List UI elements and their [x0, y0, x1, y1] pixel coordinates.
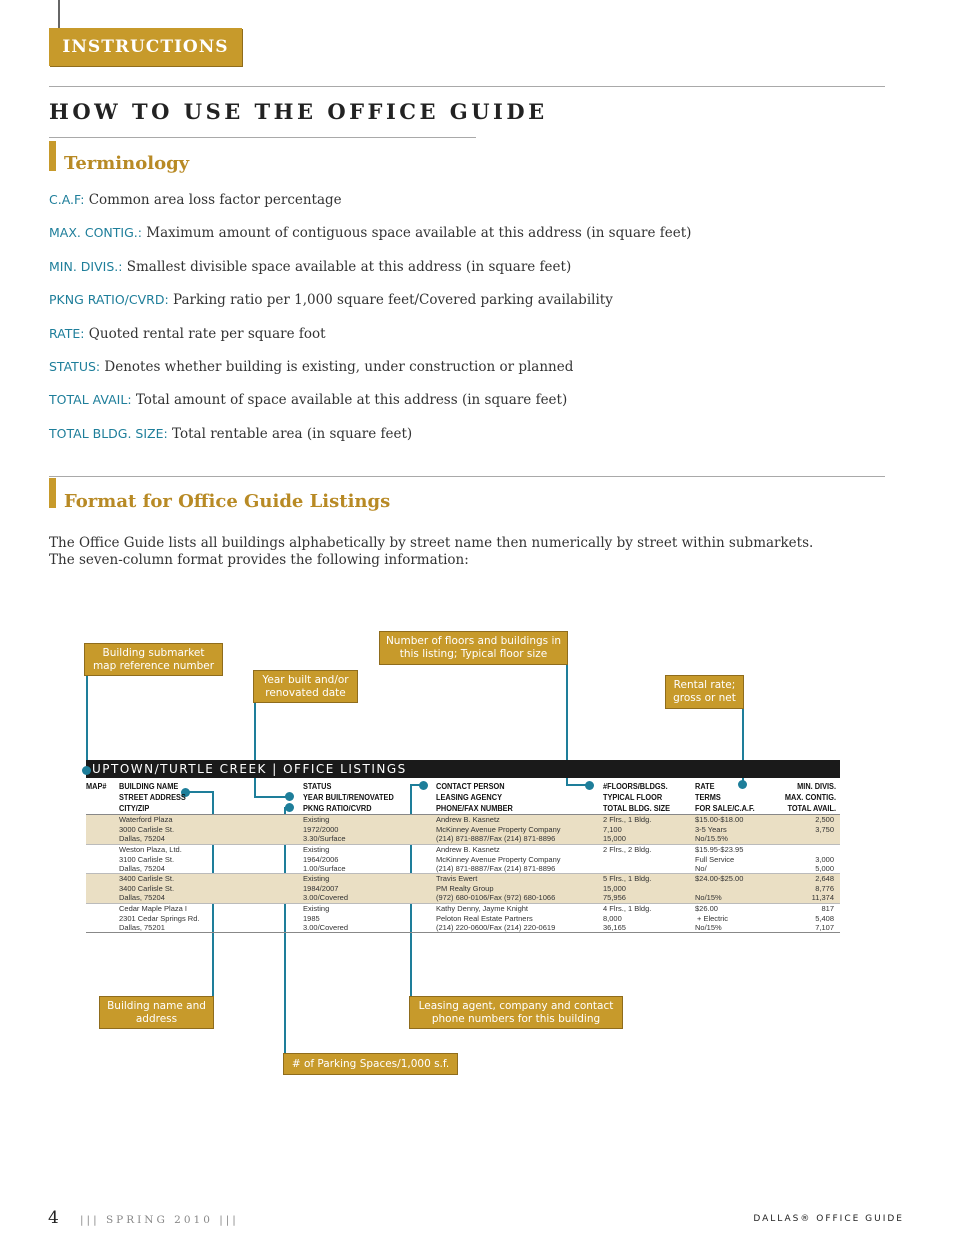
- format-accent-bar: [49, 478, 56, 508]
- term-min-divis: [49, 259, 571, 275]
- cell-line: Travis Ewert: [436, 874, 478, 883]
- cell-line: McKinney Avenue Property Company: [436, 854, 561, 864]
- cell-line: 1964/2006: [303, 854, 339, 864]
- term-total-bldg-size: [49, 426, 412, 442]
- header-line: TERMS: [695, 793, 721, 802]
- connector-name-h: [186, 791, 213, 793]
- callout-line: Number of floors and buildings in: [385, 635, 562, 647]
- callout-line: map reference number: [92, 659, 215, 672]
- table-row-3-min: [772, 874, 834, 903]
- cell-line: $26.00: [695, 904, 718, 913]
- cell-line: 75,956: [603, 893, 626, 903]
- cell-line: (972) 680-0106/Fax (972) 680-1066: [436, 893, 556, 903]
- cell-line: 3.00/Covered: [303, 893, 349, 903]
- cell-line: 7,107: [815, 923, 834, 933]
- header-line: STREET ADDRESS: [119, 793, 186, 802]
- header-line: FOR SALE/C.A.F.: [695, 804, 755, 813]
- callout-line: renovated date: [265, 686, 346, 699]
- cell-line: 3.30/Surface: [303, 834, 346, 844]
- connector-year: [254, 702, 256, 798]
- cell-line: 3,000: [815, 854, 834, 864]
- term-key: MIN. DIVIS.:: [49, 259, 123, 274]
- callout-line: Rental rate;: [673, 679, 736, 691]
- table-row-2-floors: [603, 845, 651, 855]
- term-key: STATUS:: [49, 359, 101, 374]
- cell-line: Waterford Plaza: [119, 815, 173, 824]
- cell-line: 3-5 Years: [695, 824, 727, 834]
- cell-line: Dallas, 75201: [119, 923, 165, 933]
- dot-year-built: [285, 792, 294, 801]
- cell-line: Existing: [303, 904, 330, 913]
- cell-line: Dallas, 75204: [119, 893, 165, 903]
- header-line: TOTAL AVAIL.: [787, 804, 836, 813]
- header-line: TOTAL BLDG. SIZE: [603, 804, 671, 813]
- cell-line: 1.00/Surface: [303, 864, 346, 874]
- table-row-1-contact: [436, 815, 561, 844]
- dot-contact: [419, 781, 428, 790]
- terminology-heading: Terminology: [64, 153, 190, 174]
- callout-line: Year built and/or: [262, 673, 349, 686]
- cell-line: 2 Flrs., 2 Bldg.: [603, 845, 652, 854]
- header-line: PKNG RATIO/CVRD: [303, 804, 372, 813]
- cell-line: 5 Flrs., 1 Bldg.: [603, 874, 652, 883]
- cell-line: 1984/2007: [303, 883, 339, 893]
- listing-band: [86, 760, 840, 778]
- page-number: 4: [48, 1208, 59, 1228]
- term-text: Common area loss factor percentage: [84, 192, 342, 208]
- col-header-status: [303, 781, 394, 814]
- cell-line: 15,000: [603, 883, 626, 893]
- cell-line: No/: [695, 864, 707, 874]
- cell-line: (214) 871-8887/Fax (214) 871-8896: [436, 834, 556, 844]
- header-line: #FLOORS/BLDGS.: [603, 782, 668, 791]
- callout-line: Leasing agent, company and contact: [418, 999, 614, 1012]
- cell-line: [772, 845, 834, 855]
- cell-line: 3100 Carlisle St.: [119, 854, 175, 864]
- table-row-2-min: [772, 845, 834, 874]
- header-line: YEAR BUILT/RENOVATED: [303, 793, 394, 802]
- term-total-avail: [49, 392, 567, 408]
- header-line: MAX. CONTIG.: [784, 793, 836, 802]
- table-row-2-contact: [436, 845, 561, 874]
- header-line: MAP#: [86, 782, 107, 791]
- cell-line: 7,100: [603, 824, 622, 834]
- cell-line: No/15%: [695, 923, 722, 933]
- callout-line: gross or net: [673, 692, 736, 704]
- header-line: RATE: [695, 782, 715, 791]
- term-key: MAX. CONTIG.:: [49, 225, 142, 240]
- cell-line: + Electric: [697, 913, 729, 923]
- dot-floors: [585, 781, 594, 790]
- cell-line: (214) 871-8887/Fax (214) 871-8896: [436, 864, 556, 874]
- callout-line: phone numbers for this building: [431, 1012, 601, 1025]
- header-line: CITY/ZIP: [119, 804, 150, 813]
- callout-line: Building submarket: [102, 646, 205, 659]
- row-rule-4: [86, 932, 840, 933]
- cell-line: 1972/2000: [303, 824, 339, 834]
- term-rate: [49, 326, 326, 342]
- cell-line: 5,000: [815, 864, 834, 874]
- format-description-line1: The Office Guide lists all buildings alphabetically by street name then numerically by street within submarkets.: [49, 535, 814, 551]
- term-text: Total rentable area (in square feet): [167, 426, 413, 442]
- table-row-1-status: [303, 815, 346, 844]
- callout-submarket: [84, 643, 223, 676]
- format-description-line2: The seven-column format provides the following information:: [49, 552, 469, 568]
- table-row-4-contact: [436, 904, 555, 933]
- cell-line: Existing: [303, 874, 330, 883]
- cell-line: Weston Plaza, Ltd.: [119, 845, 182, 854]
- cell-line: Cedar Maple Plaza I: [119, 904, 187, 913]
- cell-line: $24.00-$25.00: [695, 874, 744, 883]
- terminology-accent-bar: [49, 141, 56, 171]
- header-vertical-rule: [58, 0, 60, 28]
- cell-line: McKinney Avenue Property Company: [436, 824, 561, 834]
- term-key: PKNG RATIO/CVRD:: [49, 292, 169, 307]
- cell-line: 2,500: [815, 815, 834, 824]
- cell-line: 15,000: [603, 834, 626, 844]
- term-text: Total amount of space available at this address (in square feet): [131, 392, 568, 408]
- cell-line: 11,374: [811, 893, 834, 903]
- callout-rate: [665, 675, 744, 709]
- cell-line: 2301 Cedar Springs Rd.: [119, 913, 200, 923]
- term-text: Smallest divisible space available at this address (in square feet): [122, 259, 572, 275]
- cell-line: 8,776: [815, 883, 834, 893]
- header-line: MIN. DIVIS.: [797, 782, 836, 791]
- cell-line: 36,165: [603, 923, 626, 933]
- cell-line: Andrew B. Kasnetz: [436, 845, 500, 854]
- cell-line: Andrew B. Kasnetz: [436, 815, 500, 824]
- table-row-4-rate: [695, 904, 728, 933]
- callout-line: # of Parking Spaces/1,000 s.f.: [291, 1057, 450, 1070]
- col-header-rate: [695, 781, 755, 814]
- header-line: TYPICAL FLOOR: [603, 793, 663, 802]
- table-row-2-status: [303, 845, 346, 874]
- cell-line: PM Realty Group: [436, 883, 494, 893]
- callout-year-built: [253, 670, 358, 703]
- cell-line: 3400 Carlisle St.: [119, 883, 175, 893]
- cell-line: 4 Flrs., 1 Bldg.: [603, 904, 652, 913]
- cell-line: Peloton Real Estate Partners: [436, 913, 533, 923]
- term-text: Parking ratio per 1,000 square feet/Covered parking availability: [168, 292, 613, 308]
- col-header-min-divis: [777, 781, 836, 814]
- cell-line: 1985: [303, 913, 320, 923]
- cell-line: 3.00/Covered: [303, 923, 349, 933]
- table-row-4-status: [303, 904, 348, 933]
- header-line: STATUS: [303, 782, 332, 791]
- connector-submarket: [86, 675, 88, 770]
- table-row-4-building: [119, 904, 199, 933]
- term-status: [49, 359, 573, 375]
- col-header-building: [119, 781, 186, 814]
- term-key: TOTAL AVAIL:: [49, 392, 132, 407]
- format-divider: [49, 476, 885, 477]
- table-row-1-min: [772, 815, 834, 834]
- term-max-contig: [49, 225, 691, 241]
- callout-line: address: [135, 1012, 178, 1025]
- term-key: RATE:: [49, 326, 85, 341]
- callout-line: this listing; Typical floor size: [399, 648, 548, 660]
- title-underline: [49, 137, 476, 138]
- col-header-floors: [603, 781, 670, 814]
- table-row-1-floors: [603, 815, 651, 844]
- dot-parking: [285, 803, 294, 812]
- cell-line: 5,408: [815, 913, 834, 923]
- term-key: C.A.F:: [49, 192, 85, 207]
- table-row-3-contact: [436, 874, 555, 903]
- format-heading: Format for Office Guide Listings: [64, 491, 391, 512]
- issue-season: ||| SPRING 2010 |||: [80, 1214, 239, 1226]
- term-key: TOTAL BLDG. SIZE:: [49, 426, 168, 441]
- cell-line: [695, 884, 743, 894]
- col-header-contact: [436, 781, 513, 814]
- cell-line: (214) 220-0600/Fax (214) 220-0619: [436, 923, 556, 933]
- cell-line: 8,000: [603, 913, 622, 923]
- listing-band-title: UPTOWN/TURTLE CREEK | OFFICE LISTINGS: [92, 762, 407, 776]
- header-line: CONTACT PERSON: [436, 782, 505, 791]
- callout-leasing-agent: [409, 996, 623, 1029]
- cell-line: 817: [821, 904, 834, 913]
- cell-line: Full Service: [695, 854, 735, 864]
- cell-line: 2 Flrs., 1 Bldg.: [603, 815, 652, 824]
- callout-parking: [283, 1053, 458, 1075]
- col-header-map: [86, 781, 106, 792]
- table-row-2-rate: [695, 845, 743, 874]
- header-line: LEASING AGENCY: [436, 793, 502, 802]
- callout-floors: [379, 631, 568, 665]
- cell-line: 2,648: [815, 874, 834, 883]
- cell-line: Dallas, 75204: [119, 834, 165, 844]
- table-row-4-floors: [603, 904, 651, 933]
- cell-line: $15.95-$23.95: [695, 845, 744, 854]
- dot-submarket: [82, 766, 91, 775]
- table-row-1-rate: [695, 815, 743, 844]
- term-caf: [49, 192, 342, 208]
- cell-line: Existing: [303, 815, 330, 824]
- cell-line: 3400 Carlisle St.: [119, 874, 175, 883]
- publication-name: DALLAS® OFFICE GUIDE: [753, 1214, 904, 1224]
- table-row-3-floors: [603, 874, 651, 903]
- page-title: HOW TO USE THE OFFICE GUIDE: [49, 99, 548, 124]
- cell-line: No/15%: [695, 893, 722, 903]
- table-row-3-building: [119, 874, 174, 903]
- cell-line: No/15.5%: [695, 834, 728, 844]
- section-badge: INSTRUCTIONS: [49, 28, 242, 66]
- table-row-3-status: [303, 874, 348, 903]
- term-pkng-ratio: [49, 292, 613, 308]
- header-line: PHONE/FAX NUMBER: [436, 804, 513, 813]
- table-row-4-min: [772, 904, 834, 933]
- cell-line: Kathy Denny, Jayme Knight: [436, 904, 528, 913]
- cell-line: $15.00-$18.00: [695, 815, 744, 824]
- table-row-2-building: [119, 845, 182, 874]
- cell-line: 3000 Carlisle St.: [119, 824, 175, 834]
- cell-line: 3,750: [815, 824, 834, 834]
- term-text: Denotes whether building is existing, under construction or planned: [100, 359, 574, 375]
- term-text: Maximum amount of contiguous space available at this address (in square feet): [141, 225, 692, 241]
- callout-building-name: [99, 996, 214, 1029]
- cell-line: Dallas, 75204: [119, 864, 165, 874]
- table-row-1-building: [119, 815, 174, 844]
- header-divider: [49, 86, 885, 87]
- cell-line: Existing: [303, 845, 330, 854]
- table-row-3-rate: [695, 874, 743, 903]
- header-line: BUILDING NAME: [119, 782, 179, 791]
- term-text: Quoted rental rate per square foot: [84, 326, 326, 342]
- callout-line: Building name and: [107, 999, 206, 1012]
